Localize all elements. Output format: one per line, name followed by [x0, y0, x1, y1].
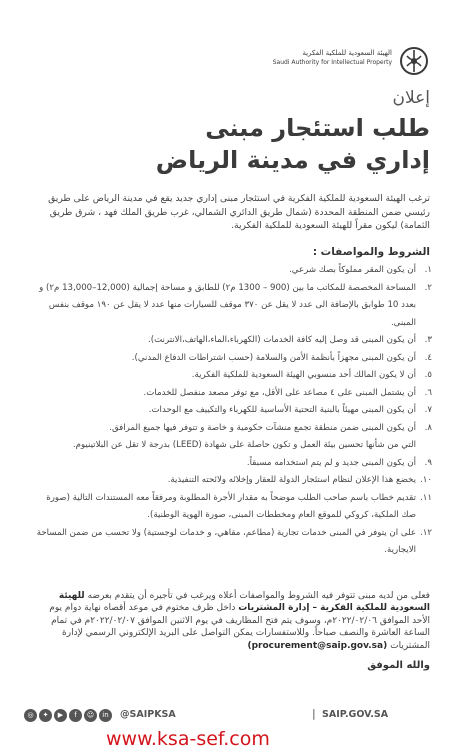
condition-item: [32, 332, 432, 350]
footer: [24, 708, 436, 724]
condition-text: أن يكون المبنى مجهزاً بأنظمة الأمن والسلامة (حسب اشتراطات الدفاع المدني).: [131, 352, 416, 363]
org-name-en: Saudi Authority for Intellectual Property: [272, 59, 392, 66]
condition-number: ٦.: [424, 387, 432, 398]
conditions-list: [32, 262, 432, 560]
condition-number: ١.: [424, 265, 432, 275]
social-handle[interactable]: @SAIPKSA: [120, 709, 176, 720]
condition-text: يخضع هذا الإعلان لنظام استئجار الدولة للعقار وإخلائه ولائحته التنفيذية.: [167, 475, 416, 485]
condition-item: [32, 280, 432, 333]
page-title-line1: طلب استئجار مبنى: [205, 114, 430, 142]
condition-text: المساحة المخصصة للمكاتب ما بين (900 – 1300 م٢) للطابق و مساحة إجمالية (12,000–13,000 م٢) و بعدد 10 طوابق بالإضافة الى عدد لا يقل عن ٣٧٠ موقف للسيارات منها عدد لا يقل عن ١٩٠ موقف بنفس المبنى.: [39, 282, 416, 328]
twitter-icon[interactable]: ✦: [39, 709, 52, 722]
condition-text: أن يكون المبنى مهيئاً بالبنية التحتية الأساسية للكهرباء والتكييف مع الوحدات.: [148, 405, 416, 415]
closing-text-1: فعلى من لديه مبنى تتوفر فيه الشروط والمواصفات أعلاه ويرغب في تأجيره أن يتقدم بعرضه: [87, 591, 430, 601]
condition-text: تقديم خطاب باسم صاحب الطلب موضحاً به مقدار الأجرة المطلوبة ومرفقاً معه المستندات التالية (صورة صك الملكية، كروكي للموقع العام ومخططات المبنى، صورة الهوية الوطنية).: [46, 492, 416, 520]
closing-paragraph: [32, 590, 430, 652]
condition-number: ١٠.: [420, 475, 432, 485]
condition-item: [32, 367, 432, 385]
condition-number: ٥.: [424, 370, 432, 380]
saip-logo-icon: [398, 44, 430, 78]
condition-item: [32, 262, 432, 280]
closing-authority: للهيئة السعودية للملكية الفكرية – إدارة المشتريات: [58, 591, 430, 614]
condition-item: [32, 455, 432, 473]
watermark: www.ksa-sef.com: [106, 728, 270, 750]
condition-text: أن يكون المقر مملوكاً بصك شرعي.: [289, 265, 416, 275]
org-name-ar: الهيئة السعودية للملكية الفكرية: [302, 49, 392, 57]
condition-number: ١١.: [420, 492, 432, 503]
instagram-icon[interactable]: ◎: [24, 709, 37, 722]
condition-item: [32, 420, 432, 438]
condition-text: أن يكون المبنى جديد و لم يتم استخدامه مسبقاً.: [246, 457, 416, 468]
condition-text: أن يكون المبنى ضمن منطقة تجمع منشآت حكومية و خاصة و تتوفر فيها جميع المرافق.: [109, 422, 416, 433]
condition-text: أن يكون المبنى قد وصل إليه كافة الخدمات (الكهرباء،الماء،الهاتف،الانترنت).: [148, 335, 416, 345]
snapchat-icon[interactable]: ☺: [84, 709, 97, 722]
social-icons: [24, 709, 112, 722]
condition-item: [32, 402, 432, 420]
condition-item-continuation: [32, 437, 432, 455]
condition-item: [32, 490, 432, 525]
website-link[interactable]: SAIP.GOV.SA: [322, 709, 389, 720]
condition-item: [32, 350, 432, 368]
closing-text-4: لإدارة المشتريات: [62, 628, 430, 651]
intro-paragraph: ترغب الهيئة السعودية للملكية الفكرية في استئجار مبنى إداري جديد يقع في مدينة الرياض على طريق رئيسي ضمن المنطقة المحددة (شمال طريق الدائري الشمالي، غرب طريق الملك فهد ، شرق طريق الثمامة) ليكون مقراً للهيئة السعودية للملكية الفكرية.: [48, 193, 430, 231]
condition-item: [32, 385, 432, 403]
facebook-icon[interactable]: f: [69, 709, 82, 722]
youtube-icon[interactable]: ▶: [54, 709, 67, 722]
linkedin-icon[interactable]: in: [99, 709, 112, 722]
saip-logo: [250, 44, 430, 82]
condition-number: ٢.: [424, 282, 432, 293]
closing-text-2: داخل ظرف مختوم في موعد أقصاه نهاية دوام يوم الأحد الموافق ٢٠٢٢/٠٢/٠٦م، وسوف يتم فتح المظاريف في يوم الاثنين الموافق ٢٠٢٢/٠٢/٠٧م في تمام الساعة العاشرة والنصف صباحاً.: [49, 603, 430, 639]
footer-separator: |: [312, 707, 316, 720]
condition-text: التي من شأنها تحسين بيئة العمل و تكون حاصلة على شهادة (LEED) بدرجة لا تقل عن البلاتينيوم.: [72, 440, 416, 450]
condition-number: ٨.: [424, 422, 432, 433]
condition-item: [32, 525, 432, 560]
condition-number: ٧.: [424, 405, 432, 415]
condition-text: أن لا يكون المالك أحد منسوبي الهيئة السعودية للملكية الفكرية.: [191, 370, 416, 380]
condition-number: ١٢.: [420, 527, 432, 538]
closing-text-3: وللاستفسارات يمكن التواصل على البريد الإلكتروني الرسمي: [85, 628, 310, 639]
condition-number: ٩.: [424, 457, 432, 468]
sign-off: والله الموفق: [367, 660, 430, 671]
condition-number: ٣.: [424, 335, 432, 345]
condition-item: [32, 472, 432, 490]
condition-number: ٤.: [424, 352, 432, 363]
condition-text: على ان يتوفر في المبنى خدمات تجارية (مطاعم، مقاهي، و خدمات لوجستية) ولا تحسب من ضمن المساحة الايجارية.: [36, 527, 416, 555]
procurement-email[interactable]: (procurement@saip.gov.sa): [247, 640, 388, 651]
conditions-title: الشروط والمواصفات :: [312, 246, 430, 258]
announcement-label: إعلان: [392, 88, 430, 108]
condition-text: أن يشتمل المبنى على ٤ مصاعد على الأقل، مع توفر مصعد منفصل للخدمات.: [143, 387, 416, 398]
page-title-line2: إداري في مدينة الرياض: [155, 146, 430, 174]
